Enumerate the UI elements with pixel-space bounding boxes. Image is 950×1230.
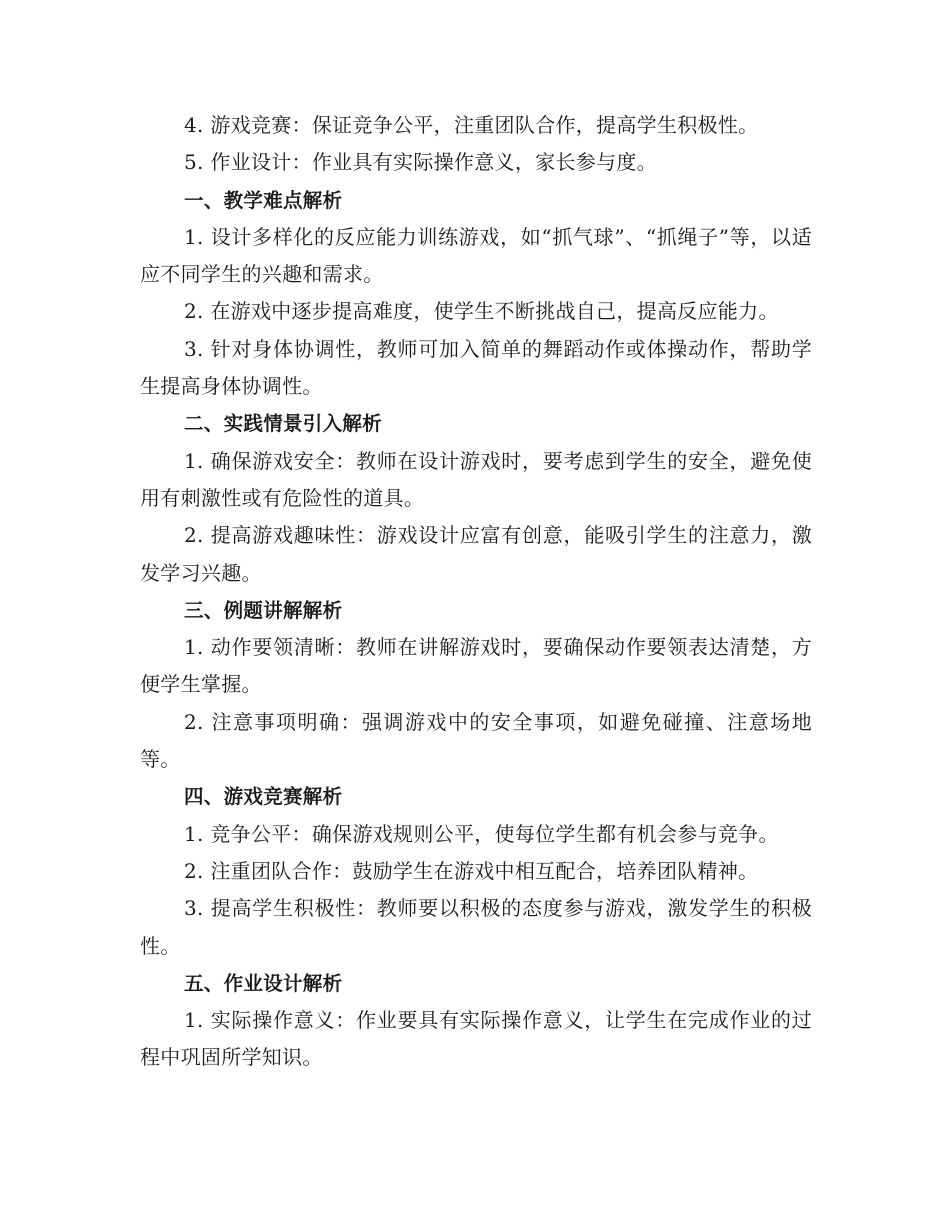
section-3-item-2: 2. 注意事项明确：强调游戏中的安全事项，如避免碰撞、注意场地等。 bbox=[140, 709, 812, 772]
section-1-item-1: 1. 设计多样化的反应能力训练游戏，如“抓气球”、“抓绳子”等，以适应不同学生的兴趣和需求。 bbox=[140, 224, 812, 287]
section-5-item-1: 1. 实际操作意义：作业要具有实际操作意义，让学生在完成作业的过程中巩固所学知识。 bbox=[140, 1008, 812, 1070]
section-4-item-3: 3. 提高学生积极性：教师要以积极的态度参与游戏，激发学生的积极性。 bbox=[140, 896, 812, 958]
intro-item-4: 4. 游戏竞赛：保证竞争公平，注重团队合作，提高学生积极性。 bbox=[184, 113, 759, 137]
section-2-item-1: 1. 确保游戏安全：教师在设计游戏时，要考虑到学生的安全，避免使用有刺激性或有危险性的道具。 bbox=[140, 448, 812, 510]
intro-item-5: 5. 作业设计：作业具有实际操作意义，家长参与度。 bbox=[184, 150, 657, 175]
section-heading-game-competition: 四、游戏竞赛解析 bbox=[184, 785, 343, 809]
section-4-item-2: 2. 注重团队合作：鼓励学生在游戏中相互配合，培养团队精神。 bbox=[184, 858, 759, 883]
section-heading-homework-design: 五、作业设计解析 bbox=[184, 971, 343, 995]
section-heading-example-explanation: 三、例题讲解解析 bbox=[184, 598, 343, 622]
document-body bbox=[140, 107, 812, 1077]
section-1-item-3: 3. 针对身体协调性，教师可加入简单的舞蹈动作或体操动作，帮助学生提高身体协调性。 bbox=[140, 336, 812, 399]
section-4-item-1: 1. 竞争公平：确保游戏规则公平，使每位学生都有机会参与竞争。 bbox=[184, 821, 779, 846]
section-heading-teaching-difficulties: 一、教学难点解析 bbox=[184, 188, 343, 212]
section-1-item-2: 2. 在游戏中逐步提高难度，使学生不断挑战自己，提高反应能力。 bbox=[184, 299, 779, 324]
section-3-item-1: 1. 动作要领清晰：教师在讲解游戏时，要确保动作要领表达清楚，方便学生掌握。 bbox=[140, 635, 812, 697]
section-2-item-2: 2. 提高游戏趣味性：游戏设计应富有创意，能吸引学生的注意力，激发学习兴趣。 bbox=[140, 523, 812, 585]
section-heading-practice-scenario: 二、实践情景引入解析 bbox=[184, 412, 383, 436]
